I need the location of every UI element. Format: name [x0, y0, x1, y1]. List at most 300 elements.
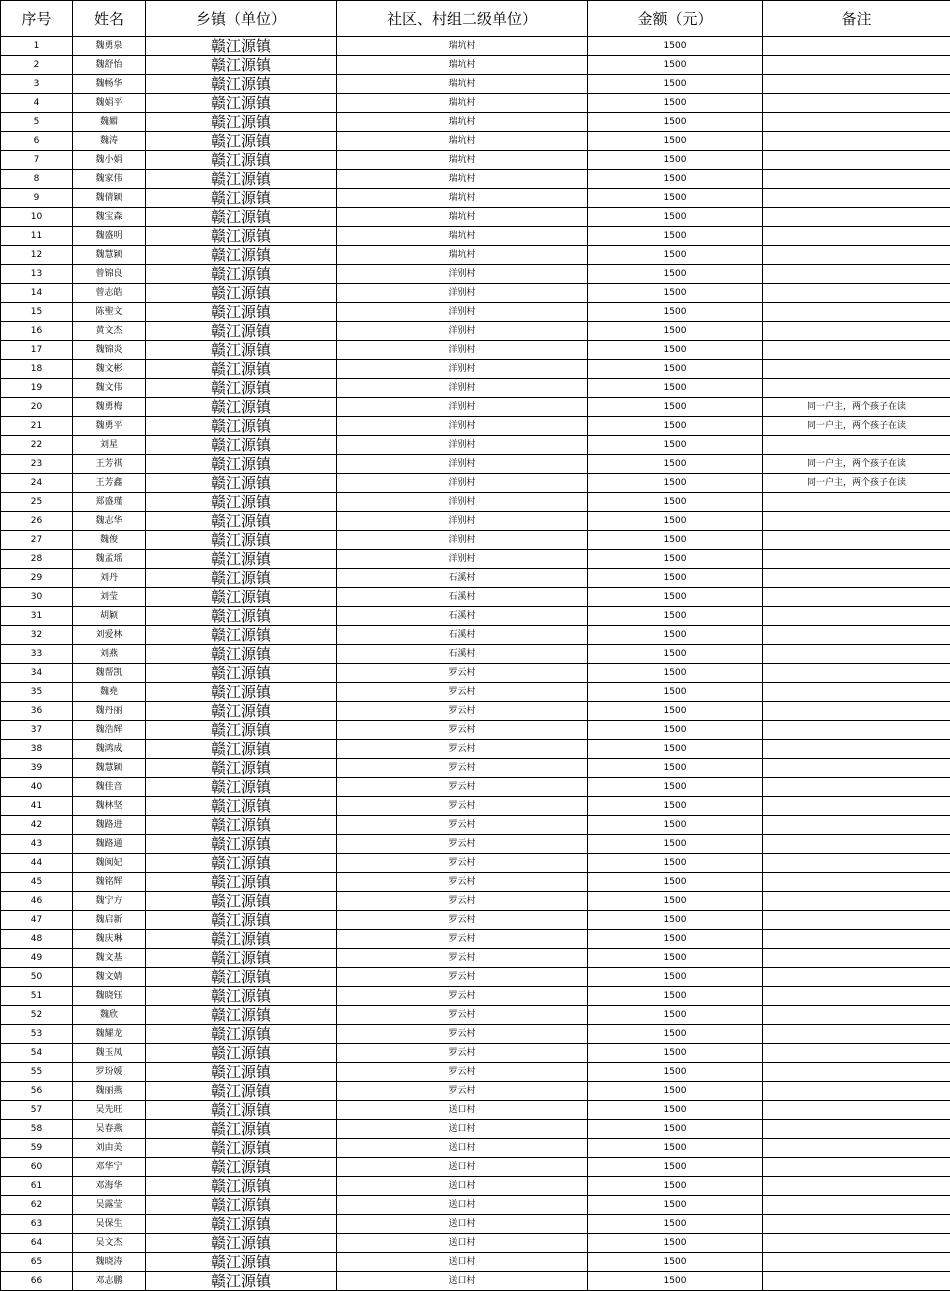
cell-amount: 1500: [588, 360, 763, 379]
cell-no: 34: [1, 664, 73, 683]
cell-village: 瑞坑村: [337, 37, 588, 56]
cell-town: 赣江源镇: [146, 854, 337, 873]
cell-name: 邓海华: [73, 1177, 146, 1196]
cell-amount: 1500: [588, 512, 763, 531]
cell-village: 石溪村: [337, 588, 588, 607]
cell-note: [763, 702, 950, 721]
cell-town: 赣江源镇: [146, 797, 337, 816]
table-row: [1, 417, 950, 436]
cell-note: [763, 56, 950, 75]
cell-town: 赣江源镇: [146, 835, 337, 854]
cell-name: 刘丹: [73, 569, 146, 588]
table-row: [1, 132, 950, 151]
cell-name: 邓志鹏: [73, 1272, 146, 1291]
cell-no: 48: [1, 930, 73, 949]
table-row: [1, 1253, 950, 1272]
table-row: [1, 208, 950, 227]
cell-town: 赣江源镇: [146, 1044, 337, 1063]
cell-note: [763, 436, 950, 455]
table-row: [1, 1082, 950, 1101]
cell-name: 魏浩辉: [73, 721, 146, 740]
cell-name: 魏堯: [73, 683, 146, 702]
cell-amount: 1500: [588, 474, 763, 493]
cell-note: [763, 1253, 950, 1272]
cell-town: 赣江源镇: [146, 778, 337, 797]
cell-amount: 1500: [588, 531, 763, 550]
cell-name: 魏文彬: [73, 360, 146, 379]
table-row: [1, 759, 950, 778]
cell-amount: 1500: [588, 265, 763, 284]
cell-village: 送口村: [337, 1272, 588, 1291]
cell-amount: 1500: [588, 911, 763, 930]
cell-name: 魏欣: [73, 1006, 146, 1025]
cell-amount: 1500: [588, 1044, 763, 1063]
cell-note: 同一户主，两个孩子在读: [763, 417, 950, 436]
cell-no: 32: [1, 626, 73, 645]
cell-note: [763, 816, 950, 835]
cell-note: [763, 75, 950, 94]
cell-amount: 1500: [588, 436, 763, 455]
cell-amount: 1500: [588, 949, 763, 968]
cell-name: 魏佳音: [73, 778, 146, 797]
cell-village: 洋别村: [337, 265, 588, 284]
cell-note: [763, 170, 950, 189]
cell-town: 赣江源镇: [146, 208, 337, 227]
cell-no: 45: [1, 873, 73, 892]
cell-no: 41: [1, 797, 73, 816]
cell-town: 赣江源镇: [146, 37, 337, 56]
cell-amount: 1500: [588, 1196, 763, 1215]
cell-amount: 1500: [588, 1253, 763, 1272]
cell-note: [763, 379, 950, 398]
cell-village: 罗云村: [337, 1063, 588, 1082]
cell-village: 罗云村: [337, 873, 588, 892]
cell-village: 罗云村: [337, 1044, 588, 1063]
cell-amount: 1500: [588, 208, 763, 227]
cell-name: 王芳鑫: [73, 474, 146, 493]
cell-note: [763, 835, 950, 854]
cell-name: 魏丹丽: [73, 702, 146, 721]
cell-name: 王芳祺: [73, 455, 146, 474]
cell-no: 39: [1, 759, 73, 778]
cell-no: 52: [1, 1006, 73, 1025]
cell-name: 吴先旺: [73, 1101, 146, 1120]
cell-name: 魏盛明: [73, 227, 146, 246]
cell-town: 赣江源镇: [146, 1139, 337, 1158]
table-row: [1, 303, 950, 322]
cell-amount: 1500: [588, 645, 763, 664]
cell-note: [763, 512, 950, 531]
cell-no: 55: [1, 1063, 73, 1082]
cell-amount: 1500: [588, 75, 763, 94]
cell-amount: 1500: [588, 778, 763, 797]
cell-village: 送口村: [337, 1139, 588, 1158]
cell-village: 洋别村: [337, 417, 588, 436]
cell-note: [763, 1025, 950, 1044]
cell-name: 郑盛瑾: [73, 493, 146, 512]
cell-note: [763, 94, 950, 113]
header-no: 序号: [1, 1, 73, 37]
table-row: [1, 588, 950, 607]
cell-name: 魏锦炎: [73, 341, 146, 360]
cell-name: 刘爱林: [73, 626, 146, 645]
cell-village: 石溪村: [337, 626, 588, 645]
cell-name: 魏铭辉: [73, 873, 146, 892]
cell-no: 19: [1, 379, 73, 398]
cell-village: 瑞坑村: [337, 189, 588, 208]
table-row: [1, 797, 950, 816]
cell-amount: 1500: [588, 1120, 763, 1139]
cell-town: 赣江源镇: [146, 398, 337, 417]
cell-name: 吴春燕: [73, 1120, 146, 1139]
cell-village: 罗云村: [337, 987, 588, 1006]
cell-amount: 1500: [588, 1063, 763, 1082]
table-row: [1, 892, 950, 911]
cell-town: 赣江源镇: [146, 721, 337, 740]
cell-amount: 1500: [588, 1082, 763, 1101]
cell-village: 瑞坑村: [337, 246, 588, 265]
cell-no: 10: [1, 208, 73, 227]
cell-amount: 1500: [588, 1006, 763, 1025]
cell-amount: 1500: [588, 664, 763, 683]
table-row: [1, 949, 950, 968]
cell-name: 魏畅华: [73, 75, 146, 94]
cell-village: 罗云村: [337, 702, 588, 721]
cell-no: 15: [1, 303, 73, 322]
table-row: [1, 56, 950, 75]
cell-note: [763, 683, 950, 702]
cell-name: 魏倩颖: [73, 189, 146, 208]
cell-no: 54: [1, 1044, 73, 1063]
cell-note: [763, 930, 950, 949]
cell-name: 魏路通: [73, 835, 146, 854]
cell-no: 62: [1, 1196, 73, 1215]
cell-village: 瑞坑村: [337, 75, 588, 94]
cell-village: 送口村: [337, 1158, 588, 1177]
table-row: [1, 550, 950, 569]
cell-amount: 1500: [588, 892, 763, 911]
cell-town: 赣江源镇: [146, 493, 337, 512]
cell-name: 魏文基: [73, 949, 146, 968]
cell-no: 16: [1, 322, 73, 341]
cell-village: 罗云村: [337, 1025, 588, 1044]
cell-village: 洋别村: [337, 322, 588, 341]
cell-note: 同一户主，两个孩子在读: [763, 398, 950, 417]
cell-town: 赣江源镇: [146, 816, 337, 835]
cell-no: 35: [1, 683, 73, 702]
cell-village: 送口村: [337, 1196, 588, 1215]
table-row: [1, 398, 950, 417]
cell-note: [763, 721, 950, 740]
cell-town: 赣江源镇: [146, 607, 337, 626]
table-row: [1, 1177, 950, 1196]
cell-town: 赣江源镇: [146, 246, 337, 265]
cell-note: [763, 607, 950, 626]
cell-name: 刘星: [73, 436, 146, 455]
cell-no: 66: [1, 1272, 73, 1291]
cell-no: 13: [1, 265, 73, 284]
cell-village: 洋别村: [337, 474, 588, 493]
table-row: [1, 455, 950, 474]
cell-no: 3: [1, 75, 73, 94]
cell-village: 石溪村: [337, 607, 588, 626]
cell-amount: 1500: [588, 246, 763, 265]
cell-town: 赣江源镇: [146, 1272, 337, 1291]
cell-village: 罗云村: [337, 911, 588, 930]
cell-amount: 1500: [588, 37, 763, 56]
cell-town: 赣江源镇: [146, 436, 337, 455]
cell-amount: 1500: [588, 1025, 763, 1044]
cell-amount: 1500: [588, 1215, 763, 1234]
cell-note: [763, 1120, 950, 1139]
table-row: [1, 911, 950, 930]
cell-note: [763, 246, 950, 265]
cell-note: [763, 113, 950, 132]
cell-no: 53: [1, 1025, 73, 1044]
cell-name: 魏涛: [73, 132, 146, 151]
cell-village: 洋别村: [337, 284, 588, 303]
cell-town: 赣江源镇: [146, 1215, 337, 1234]
cell-amount: 1500: [588, 170, 763, 189]
cell-name: 魏志华: [73, 512, 146, 531]
cell-name: 吴保生: [73, 1215, 146, 1234]
cell-town: 赣江源镇: [146, 360, 337, 379]
cell-note: [763, 1101, 950, 1120]
cell-town: 赣江源镇: [146, 303, 337, 322]
table-row: [1, 778, 950, 797]
table-row: [1, 683, 950, 702]
cell-village: 瑞坑村: [337, 170, 588, 189]
table-row: [1, 379, 950, 398]
cell-village: 罗云村: [337, 721, 588, 740]
cell-note: [763, 1158, 950, 1177]
header-name: 姓名: [73, 1, 146, 37]
cell-note: [763, 1215, 950, 1234]
cell-note: [763, 1044, 950, 1063]
table-row: [1, 816, 950, 835]
cell-note: [763, 873, 950, 892]
cell-name: 魏慧颖: [73, 759, 146, 778]
cell-note: [763, 37, 950, 56]
cell-village: 罗云村: [337, 683, 588, 702]
cell-amount: 1500: [588, 284, 763, 303]
cell-no: 9: [1, 189, 73, 208]
cell-town: 赣江源镇: [146, 284, 337, 303]
cell-name: 魏孟瑶: [73, 550, 146, 569]
cell-no: 1: [1, 37, 73, 56]
table-row: [1, 1025, 950, 1044]
cell-village: 罗云村: [337, 778, 588, 797]
cell-name: 刘由美: [73, 1139, 146, 1158]
table-row: [1, 664, 950, 683]
cell-village: 瑞坑村: [337, 151, 588, 170]
header-amount: 金额（元）: [588, 1, 763, 37]
cell-name: 魏路进: [73, 816, 146, 835]
cell-town: 赣江源镇: [146, 1006, 337, 1025]
cell-town: 赣江源镇: [146, 94, 337, 113]
cell-note: [763, 949, 950, 968]
cell-village: 罗云村: [337, 1082, 588, 1101]
cell-no: 8: [1, 170, 73, 189]
cell-town: 赣江源镇: [146, 151, 337, 170]
table-row: [1, 1158, 950, 1177]
cell-town: 赣江源镇: [146, 474, 337, 493]
cell-no: 24: [1, 474, 73, 493]
cell-town: 赣江源镇: [146, 1196, 337, 1215]
cell-village: 洋别村: [337, 303, 588, 322]
table-row: [1, 607, 950, 626]
cell-name: 魏勇泉: [73, 37, 146, 56]
cell-town: 赣江源镇: [146, 531, 337, 550]
table-row: [1, 1215, 950, 1234]
cell-no: 31: [1, 607, 73, 626]
cell-no: 46: [1, 892, 73, 911]
cell-amount: 1500: [588, 94, 763, 113]
cell-no: 27: [1, 531, 73, 550]
cell-name: 刘燕: [73, 645, 146, 664]
cell-amount: 1500: [588, 873, 763, 892]
cell-amount: 1500: [588, 759, 763, 778]
cell-no: 51: [1, 987, 73, 1006]
cell-amount: 1500: [588, 968, 763, 987]
table-row: [1, 1006, 950, 1025]
cell-name: 罗玢媛: [73, 1063, 146, 1082]
cell-amount: 1500: [588, 930, 763, 949]
cell-town: 赣江源镇: [146, 987, 337, 1006]
table-row: [1, 835, 950, 854]
table-row: [1, 702, 950, 721]
cell-note: [763, 626, 950, 645]
cell-name: 吴露莹: [73, 1196, 146, 1215]
cell-note: [763, 189, 950, 208]
cell-town: 赣江源镇: [146, 455, 337, 474]
table-row: [1, 360, 950, 379]
table-row: [1, 284, 950, 303]
cell-amount: 1500: [588, 797, 763, 816]
table-row: [1, 227, 950, 246]
table-row: [1, 1234, 950, 1253]
cell-amount: 1500: [588, 550, 763, 569]
cell-amount: 1500: [588, 1101, 763, 1120]
table-row: [1, 246, 950, 265]
cell-name: 魏闽妃: [73, 854, 146, 873]
cell-amount: 1500: [588, 1158, 763, 1177]
cell-amount: 1500: [588, 113, 763, 132]
header-village: 社区、村组二级单位）: [337, 1, 588, 37]
table-row: [1, 436, 950, 455]
table-row: [1, 75, 950, 94]
cell-town: 赣江源镇: [146, 417, 337, 436]
cell-town: 赣江源镇: [146, 968, 337, 987]
cell-note: [763, 797, 950, 816]
table-row: [1, 341, 950, 360]
cell-village: 洋别村: [337, 512, 588, 531]
cell-village: 送口村: [337, 1101, 588, 1120]
cell-village: 罗云村: [337, 1006, 588, 1025]
cell-name: 曾锦良: [73, 265, 146, 284]
cell-village: 瑞坑村: [337, 94, 588, 113]
cell-no: 4: [1, 94, 73, 113]
cell-town: 赣江源镇: [146, 512, 337, 531]
cell-town: 赣江源镇: [146, 227, 337, 246]
cell-village: 洋别村: [337, 550, 588, 569]
cell-town: 赣江源镇: [146, 322, 337, 341]
cell-name: 魏启新: [73, 911, 146, 930]
cell-note: [763, 968, 950, 987]
cell-no: 37: [1, 721, 73, 740]
cell-name: 魏宝森: [73, 208, 146, 227]
table-row: [1, 1101, 950, 1120]
cell-amount: 1500: [588, 227, 763, 246]
cell-no: 11: [1, 227, 73, 246]
cell-name: 吴文杰: [73, 1234, 146, 1253]
cell-note: [763, 740, 950, 759]
cell-note: [763, 1063, 950, 1082]
header-row: [1, 1, 950, 37]
cell-village: 洋别村: [337, 360, 588, 379]
table-row: [1, 94, 950, 113]
cell-name: 魏文婧: [73, 968, 146, 987]
cell-village: 洋别村: [337, 436, 588, 455]
cell-town: 赣江源镇: [146, 664, 337, 683]
cell-no: 64: [1, 1234, 73, 1253]
cell-village: 瑞坑村: [337, 132, 588, 151]
cell-town: 赣江源镇: [146, 1234, 337, 1253]
table-row: [1, 1044, 950, 1063]
cell-town: 赣江源镇: [146, 1082, 337, 1101]
cell-no: 61: [1, 1177, 73, 1196]
cell-name: 魏鸿成: [73, 740, 146, 759]
cell-note: [763, 1177, 950, 1196]
header-note: 备注: [763, 1, 950, 37]
cell-no: 25: [1, 493, 73, 512]
cell-name: 魏娟平: [73, 94, 146, 113]
cell-town: 赣江源镇: [146, 379, 337, 398]
cell-amount: 1500: [588, 588, 763, 607]
cell-amount: 1500: [588, 379, 763, 398]
cell-amount: 1500: [588, 417, 763, 436]
cell-town: 赣江源镇: [146, 1253, 337, 1272]
cell-no: 60: [1, 1158, 73, 1177]
cell-village: 罗云村: [337, 930, 588, 949]
table-row: [1, 37, 950, 56]
cell-village: 罗云村: [337, 740, 588, 759]
cell-note: [763, 303, 950, 322]
cell-town: 赣江源镇: [146, 113, 337, 132]
cell-village: 罗云村: [337, 664, 588, 683]
cell-name: 魏玉凤: [73, 1044, 146, 1063]
cell-no: 58: [1, 1120, 73, 1139]
cell-town: 赣江源镇: [146, 759, 337, 778]
cell-village: 罗云村: [337, 892, 588, 911]
cell-note: [763, 550, 950, 569]
cell-name: 刘莹: [73, 588, 146, 607]
cell-village: 瑞坑村: [337, 208, 588, 227]
cell-town: 赣江源镇: [146, 740, 337, 759]
cell-name: 魏舒怡: [73, 56, 146, 75]
cell-village: 送口村: [337, 1120, 588, 1139]
cell-note: [763, 778, 950, 797]
cell-town: 赣江源镇: [146, 1158, 337, 1177]
cell-town: 赣江源镇: [146, 1177, 337, 1196]
cell-name: 魏晓涛: [73, 1253, 146, 1272]
cell-village: 罗云村: [337, 835, 588, 854]
cell-note: [763, 265, 950, 284]
table-row: [1, 1272, 950, 1291]
cell-name: 黄文杰: [73, 322, 146, 341]
cell-town: 赣江源镇: [146, 892, 337, 911]
header-town: 乡镇（单位）: [146, 1, 337, 37]
